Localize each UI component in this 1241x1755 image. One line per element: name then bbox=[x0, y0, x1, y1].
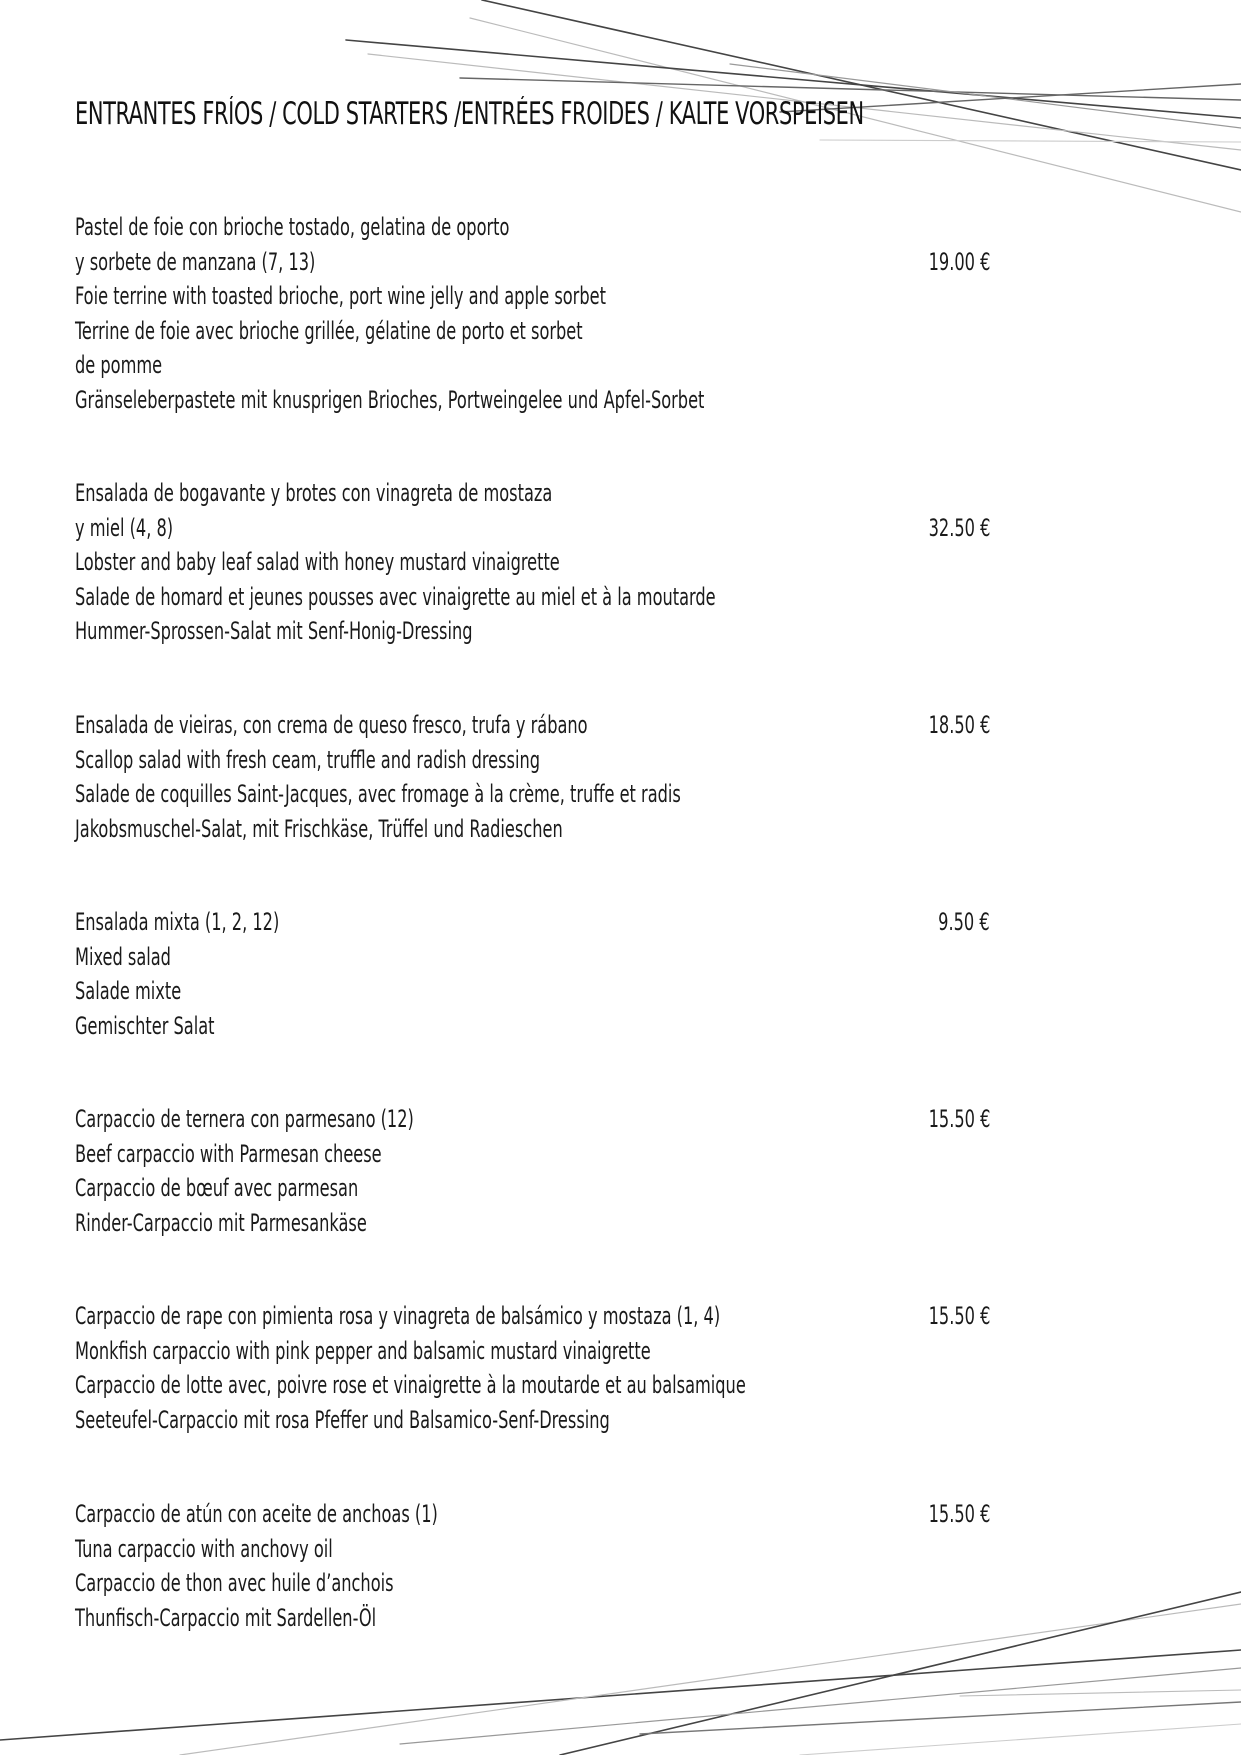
item-line: Carpaccio de ternera con parmesano (12) bbox=[75, 1105, 414, 1133]
item-line: de pomme bbox=[75, 351, 163, 379]
item-line: Carpaccio de bœuf avec parmesan bbox=[75, 1174, 359, 1202]
item-line: Carpaccio de lotte avec, poivre rose et vinaigrette à la moutarde et au balsamique bbox=[75, 1371, 746, 1399]
item-price: 18.50 € bbox=[928, 711, 990, 739]
item-line: Carpaccio de thon avec huile d’anchois bbox=[75, 1569, 394, 1597]
item-line: Gemischter Salat bbox=[75, 1011, 215, 1040]
item-line: Lobster and baby leaf salad with honey mustard vinaigrette bbox=[75, 548, 560, 576]
item-line: y miel (4, 8) bbox=[75, 513, 174, 542]
item-line: Carpaccio de atún con aceite de anchoas (1) bbox=[75, 1500, 438, 1528]
item-line: Gränseleberpastete mit knusprigen Brioches, Portweingelee und Apfel-Sorbet bbox=[75, 385, 705, 414]
item-price: 15.50 € bbox=[928, 1105, 990, 1133]
item-line: Monkfish carpaccio with pink pepper and balsamic mustard vinaigrette bbox=[75, 1336, 651, 1365]
item-line: Carpaccio de rape con pimienta rosa y vinagreta de balsámico y mostaza (1, 4) bbox=[75, 1302, 721, 1330]
item-price: 15.50 € bbox=[928, 1500, 990, 1528]
item-line: Jakobsmuschel-Salat, mit Frischkäse, Trüffel und Radieschen bbox=[75, 814, 563, 843]
item-line: Ensalada de vieiras, con crema de queso fresco, trufa y rábano bbox=[75, 711, 588, 739]
item-line: Seeteufel-Carpaccio mit rosa Pfeffer und Balsamico-Senf-Dressing bbox=[75, 1405, 610, 1434]
menu-item-tuna-carpaccio bbox=[75, 1497, 990, 1635]
item-line: Thunfisch-Carpaccio mit Sardellen-Öl bbox=[75, 1603, 377, 1632]
item-line: Tuna carpaccio with anchovy oil bbox=[75, 1534, 333, 1563]
item-line: Salade mixte bbox=[75, 977, 182, 1005]
item-price: 9.50 € bbox=[938, 908, 990, 936]
item-line: Hummer-Sprossen-Salat mit Senf-Honig-Dressing bbox=[75, 617, 473, 645]
menu-title: ENTRANTES FRÍOS / COLD STARTERS /ENTRÉES FROIDES / KALTE VORSPEISEN bbox=[75, 96, 864, 132]
menu-item-foie-terrine bbox=[75, 210, 990, 417]
item-line: Mixed salad bbox=[75, 942, 171, 971]
menu-item-beef-carpaccio bbox=[75, 1102, 990, 1240]
item-line: Salade de coquilles Saint-Jacques, avec fromage à la crème, truffe et radis bbox=[75, 780, 681, 808]
item-line: Ensalada de bogavante y brotes con vinagreta de mostaza bbox=[75, 479, 553, 507]
menu-item-lobster-salad bbox=[75, 476, 990, 649]
item-line: Scallop salad with fresh ceam, truffle and radish dressing bbox=[75, 745, 541, 774]
menu-item-monkfish-carpaccio bbox=[75, 1299, 990, 1437]
item-line: Foie terrine with toasted brioche, port wine jelly and apple sorbet bbox=[75, 282, 606, 310]
menu-item-mixed-salad bbox=[75, 905, 990, 1043]
item-line: y sorbete de manzana (7, 13) bbox=[75, 247, 316, 276]
item-line: Rinder-Carpaccio mit Parmesankäse bbox=[75, 1208, 367, 1237]
item-line: Terrine de foie avec brioche grillée, gélatine de porto et sorbet bbox=[75, 316, 583, 345]
item-line: Ensalada mixta (1, 2, 12) bbox=[75, 908, 280, 936]
item-price: 19.00 € bbox=[928, 247, 990, 276]
menu-item-scallop-salad bbox=[75, 708, 990, 846]
item-line: Pastel de foie con brioche tostado, gelatina de oporto bbox=[75, 213, 510, 241]
item-price: 32.50 € bbox=[928, 513, 990, 542]
item-price: 15.50 € bbox=[928, 1302, 990, 1330]
item-line: Beef carpaccio with Parmesan cheese bbox=[75, 1139, 382, 1168]
item-line: Salade de homard et jeunes pousses avec vinaigrette au miel et à la moutarde bbox=[75, 582, 716, 611]
